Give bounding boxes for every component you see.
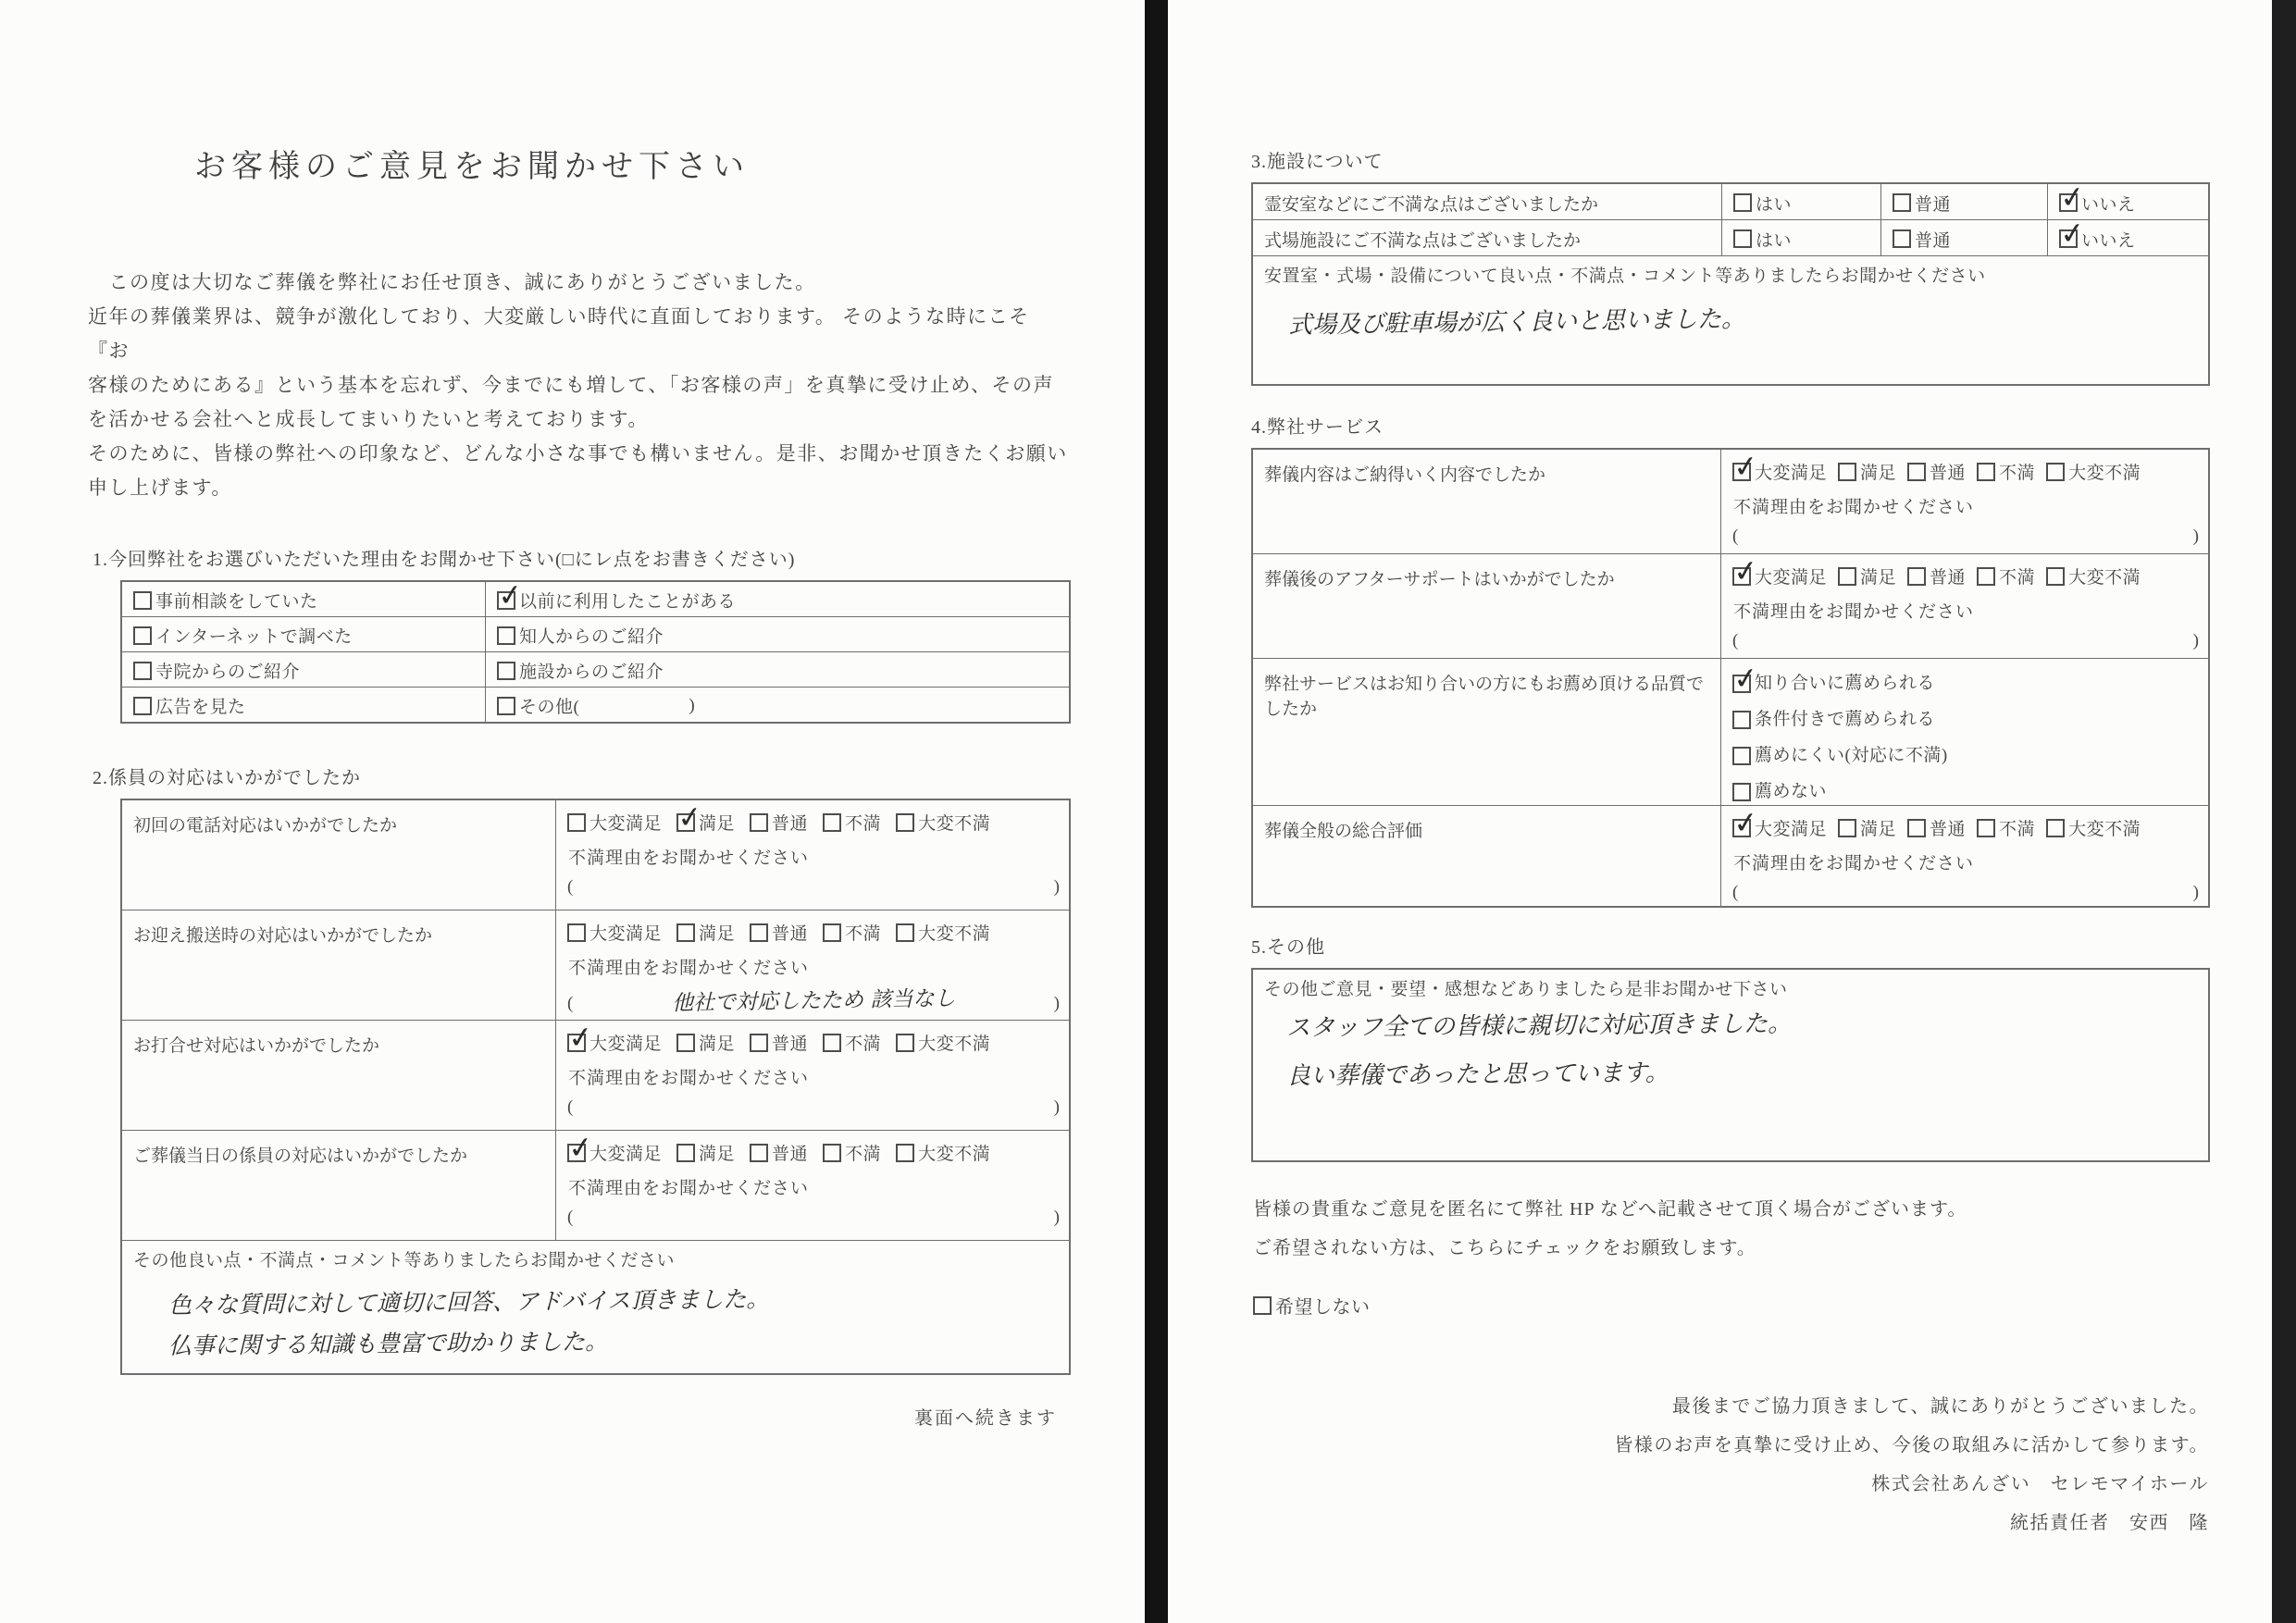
open-paren: (	[567, 1097, 574, 1117]
option-label: いいえ	[2081, 230, 2136, 251]
handwritten-line: 色々な質問に対して適切に回答、アドバイス頂きました。	[168, 1285, 770, 1319]
table-row	[122, 1020, 1069, 1130]
checkbox[interactable]	[750, 1144, 768, 1162]
reason-option[interactable]	[122, 617, 485, 651]
handwritten-comment	[168, 1281, 1060, 1362]
privacy-line: 皆様の貴重なご意見を匿名にて弊社 HP などへ記載させて頂く場合がございます。	[1253, 1199, 1967, 1220]
checkbox[interactable]	[1253, 1296, 1272, 1315]
option-label: 広告を見た	[155, 698, 246, 717]
checkbox[interactable]	[497, 697, 515, 715]
followup-label: 不満理由をお聞かせください	[1733, 602, 1975, 622]
open-paren: (	[1732, 631, 1739, 650]
checkbox[interactable]	[1893, 229, 1911, 248]
survey-page-back	[1168, 0, 2272, 1623]
option-label: 大変不満	[918, 924, 991, 944]
option-label: 施設からのご紹介	[519, 663, 664, 682]
option-label: はい	[1756, 230, 1793, 251]
option-label: 満足	[699, 1145, 736, 1164]
option-label: その他(	[519, 698, 580, 717]
continue-note: 裏面へ続きます	[914, 1408, 1057, 1429]
checkbox[interactable]	[750, 813, 768, 832]
reason-table	[120, 580, 1071, 724]
checkbox[interactable]	[497, 591, 515, 610]
checkbox[interactable]	[676, 923, 695, 942]
option-label: 普通	[1930, 820, 1967, 839]
reason-option-other[interactable]	[485, 688, 1069, 722]
checkbox[interactable]	[1977, 819, 1995, 837]
checkbox[interactable]	[676, 813, 695, 832]
section1-heading: 1.今回弊社をお選びいただいた理由をお聞かせ下さい(□にレ点をお書きください)	[93, 550, 796, 570]
comment-cell[interactable]	[1253, 256, 2208, 338]
option-label: 大変満足	[1755, 464, 1828, 483]
comment-row	[1253, 255, 2208, 384]
rating-options	[567, 920, 1060, 945]
checkbox[interactable]	[1977, 567, 1995, 586]
question-label: 葬儀内容はご納得いく内容でしたか	[1264, 465, 1546, 485]
checkbox[interactable]	[567, 1144, 586, 1162]
comment-label: 安置室・式場・設備について良い点・不満点・コメント等ありましたらお聞かせください	[1264, 266, 1986, 286]
checkbox[interactable]	[567, 813, 586, 832]
followup-label: 不満理由をお聞かせください	[568, 1179, 810, 1198]
checkbox[interactable]	[2046, 463, 2065, 481]
option-label: 普通	[1915, 194, 1952, 215]
checkbox[interactable]	[1838, 819, 1856, 837]
option-label: 普通	[772, 1035, 809, 1054]
checkbox[interactable]	[1733, 229, 1752, 248]
privacy-line: ご希望されない方は、こちらにチェックをお願致します。	[1253, 1238, 1756, 1258]
checkbox[interactable]	[1732, 819, 1751, 837]
close-paren: )	[2192, 883, 2199, 902]
checkbox[interactable]	[896, 1144, 914, 1162]
rating-cell	[555, 1131, 1069, 1240]
followup-label: 不満理由をお聞かせください	[568, 849, 810, 868]
checkbox[interactable]	[1907, 463, 1926, 481]
comment-row	[1253, 970, 2208, 1160]
checkbox[interactable]	[133, 662, 152, 680]
option-label: 不満	[1999, 568, 2036, 588]
question-label: 弊社サービスはお知り合いの方にもお薦め頂ける品質でしたか	[1264, 675, 1705, 719]
section4-heading: 4.弊社サービス	[1251, 417, 1384, 438]
checkbox[interactable]	[823, 813, 841, 832]
rating-options	[1732, 459, 2199, 484]
privacy-note	[1253, 1190, 2272, 1268]
checkbox[interactable]	[1907, 567, 1926, 586]
table-row	[122, 651, 1069, 687]
answer-option[interactable]	[1721, 184, 1880, 219]
checkbox[interactable]	[497, 662, 515, 680]
checkbox[interactable]	[2059, 229, 2078, 248]
option-label: 大変満足	[1755, 820, 1828, 839]
rating-cell	[555, 800, 1069, 910]
rating-options	[567, 1030, 1060, 1055]
table-row	[1253, 219, 2208, 255]
option-label: 大変不満	[2068, 820, 2141, 839]
checkbox[interactable]	[823, 1034, 841, 1052]
rating-options	[1732, 564, 2199, 588]
checkbox[interactable]	[750, 1034, 768, 1052]
checkbox[interactable]	[896, 1034, 914, 1052]
option-label: 大変満足	[590, 814, 663, 834]
option-label: 不満	[845, 1035, 882, 1054]
reason-option[interactable]	[485, 617, 1069, 651]
followup-label: 不満理由をお聞かせください	[1733, 498, 1975, 517]
signature: 統括責任者 安西 隆	[2010, 1512, 2209, 1533]
rating-options	[1732, 815, 2199, 840]
table-row	[1253, 553, 2208, 658]
option-label: 満足	[1860, 820, 1897, 839]
option-label: 満足	[699, 1035, 736, 1054]
page-gutter	[1145, 0, 1168, 1623]
intro-paragraph	[88, 266, 1071, 505]
option-label: いいえ	[2081, 194, 2136, 215]
handwritten-line: 良い葬儀であったと思っています。	[1285, 1059, 1669, 1091]
open-paren: (	[567, 994, 574, 1013]
comment-cell[interactable]	[122, 1241, 1069, 1373]
company-name: 株式会社あんざい セレモマイホール	[1871, 1473, 2209, 1494]
answer-option[interactable]	[1880, 220, 2047, 255]
handwritten-line: 仏事に関する知識も豊富で助かりました。	[168, 1328, 609, 1360]
reason-write-in[interactable]	[567, 1208, 1060, 1228]
option-label: 寺院からのご紹介	[155, 663, 301, 682]
close-paren: )	[1053, 1208, 1060, 1227]
checkbox[interactable]	[896, 813, 914, 832]
option-label: 満足	[699, 814, 736, 834]
closing-line: 皆様のお声を真摯に受け止め、今後の取組みに活かして参ります。	[1614, 1434, 2209, 1456]
option-label: インターネットで調べた	[155, 627, 353, 647]
option-label: 希望しない	[1275, 1297, 1371, 1318]
answer-option[interactable]	[2047, 184, 2208, 219]
option-label: 不満	[845, 1145, 882, 1164]
option-label: 満足	[1860, 464, 1897, 483]
option-label: 不満	[845, 814, 882, 834]
option-label: 大変満足	[1755, 568, 1828, 588]
option-label: 大変不満	[918, 1035, 991, 1054]
reason-write-in[interactable]	[567, 987, 1060, 1014]
checkbox[interactable]	[1732, 675, 1751, 693]
page-title: お客様のご意見をお聞かせ下さい	[194, 150, 750, 184]
close-paren: )	[1053, 1097, 1060, 1117]
reason-write-in[interactable]	[567, 877, 1060, 898]
question-label: 葬儀後のアフターサポートはいかがでしたか	[1264, 570, 1615, 589]
reason-write-in[interactable]	[567, 1097, 1060, 1118]
table-row	[1253, 450, 2208, 553]
rating-cell	[555, 911, 1069, 1020]
checkbox[interactable]	[497, 626, 515, 645]
checkbox[interactable]	[1732, 463, 1751, 481]
checkbox[interactable]	[567, 1034, 586, 1052]
closing-block	[1168, 1387, 2209, 1542]
rating-options	[567, 1140, 1060, 1165]
close-paren: )	[1053, 877, 1060, 897]
reason-option[interactable]	[122, 652, 485, 687]
checkbox[interactable]	[1732, 783, 1751, 801]
option-label: 薦めにくい(対応に不満)	[1755, 746, 1948, 765]
option-label: 大変満足	[590, 924, 663, 944]
followup-label: 不満理由をお聞かせください	[568, 959, 810, 978]
option-label: 条件付きで薦められる	[1755, 710, 1936, 729]
comment-label: その他ご意見・要望・感想などありましたら是非お聞かせ下さい	[1264, 980, 1788, 999]
question-label: お打合せ対応はいかがでしたか	[133, 1036, 380, 1056]
followup-label: 不満理由をお聞かせください	[568, 1069, 810, 1088]
checkbox[interactable]	[2059, 193, 2078, 212]
table-row	[122, 910, 1069, 1020]
answer-option[interactable]	[2047, 220, 2208, 255]
checkbox[interactable]	[676, 1034, 695, 1052]
option-label: 知り合いに薦められる	[1755, 674, 1936, 693]
option-label: 普通	[1930, 464, 1967, 483]
open-paren: (	[567, 1208, 574, 1227]
option-label: 普通	[1930, 568, 1967, 588]
reason-write-in[interactable]	[1732, 631, 2199, 651]
handwritten-answer: 他社で対応したため 該当なし	[671, 986, 956, 1016]
rating-cell	[555, 1021, 1069, 1130]
option-label: 大変満足	[590, 1035, 663, 1054]
section5-heading: 5.その他	[1251, 937, 1325, 958]
question-label: お迎え搬送時の対応はいかがでしたか	[133, 926, 433, 946]
handwritten-line: スタッフ全ての皆様に親切に対応頂きました。	[1285, 1010, 1793, 1043]
checkbox[interactable]	[1893, 193, 1911, 212]
option-label: 満足	[699, 924, 736, 944]
reason-option[interactable]	[485, 582, 1069, 616]
survey-page-front	[0, 0, 1145, 1623]
table-row	[1253, 658, 2208, 805]
answer-option[interactable]	[1880, 184, 2047, 219]
intro-line: 申し上げます。	[88, 477, 232, 499]
option-label: 薦めない	[1755, 782, 1828, 801]
close-paren: )	[2192, 631, 2199, 650]
intro-line: 近年の葬儀業界は、競争が激化しており、大変厳しい時代に直面しております。 そのような時にこそ『お	[88, 305, 1030, 362]
reason-write-in[interactable]	[1732, 527, 2199, 547]
rating-cell	[1720, 806, 2208, 906]
table-row	[1253, 184, 2208, 219]
checkbox[interactable]	[1732, 567, 1751, 586]
option-label: 大変不満	[2068, 568, 2141, 588]
recommend-options	[1720, 659, 2208, 805]
checkbox[interactable]	[1732, 711, 1751, 729]
rating-cell	[1720, 554, 2208, 658]
facility-table	[1251, 182, 2210, 386]
question-label: 初回の電話対応はいかがでしたか	[133, 816, 398, 836]
option-label: 不満	[1999, 464, 2036, 483]
option-label: 大変不満	[2068, 464, 2141, 483]
checkbox[interactable]	[567, 923, 586, 942]
open-paren: (	[1732, 527, 1739, 546]
followup-label: 不満理由をお聞かせください	[1733, 854, 1975, 873]
service-table	[1251, 448, 2210, 908]
question-label: 葬儀全般の総合評価	[1264, 822, 1423, 841]
comment-label: その他良い点・不満点・コメント等ありましたらお聞かせください	[133, 1251, 676, 1270]
checkbox[interactable]	[1907, 819, 1926, 837]
table-row	[122, 616, 1069, 651]
checkbox[interactable]	[1732, 747, 1751, 765]
reason-write-in[interactable]	[1732, 883, 2199, 903]
question-label: 式場施設にご不満な点はございましたか	[1264, 230, 1582, 251]
checkbox[interactable]	[823, 923, 841, 942]
option-label: はい	[1756, 194, 1793, 215]
option-label: 知人からのご紹介	[519, 627, 664, 647]
question-label: 霊安室などにご不満な点はございましたか	[1264, 194, 1599, 215]
option-label: 不満	[845, 924, 882, 944]
intro-line: 客様のためにある』という基本を忘れず、今までにも増して、「お客様の声」を真摯に受け止め、その声	[88, 374, 1055, 396]
table-row	[1253, 805, 2208, 906]
comment-row	[122, 1240, 1069, 1373]
section3-heading: 3.施設について	[1251, 152, 1384, 172]
checkbox[interactable]	[1838, 463, 1856, 481]
checkbox[interactable]	[676, 1144, 695, 1162]
table-row	[122, 1130, 1069, 1240]
reason-option[interactable]	[122, 582, 485, 616]
staff-rating-table	[120, 799, 1071, 1375]
option-label: 普通	[772, 1145, 809, 1164]
rating-cell	[1720, 450, 2208, 553]
option-label: 満足	[1860, 568, 1897, 588]
answer-option[interactable]	[1721, 220, 1880, 255]
table-row	[122, 687, 1069, 722]
checkbox[interactable]	[1977, 463, 1995, 481]
checkbox[interactable]	[896, 923, 914, 942]
checkbox[interactable]	[2046, 819, 2065, 837]
option-label: 不満	[1999, 820, 2036, 839]
intro-line: この度は大切なご葬儀を弊社にお任せ頂き、誠にありがとうございました。	[88, 271, 816, 293]
checkbox[interactable]	[823, 1144, 841, 1162]
question-label: ご葬儀当日の係員の対応はいかがでしたか	[133, 1146, 468, 1166]
reason-option[interactable]	[122, 688, 485, 722]
option-label: 普通	[1915, 230, 1952, 251]
checkbox[interactable]	[750, 923, 768, 942]
handwritten-line: 式場及び駐車場が広く良いと思いました。	[1287, 304, 1746, 340]
section2-heading: 2.係員の対応はいかがでしたか	[93, 768, 361, 788]
intro-line: を活かせる会社へと成長してまいりたいと考えております。	[88, 408, 649, 430]
intro-line: そのために、皆様の弊社への印象など、どんな小さな事でも構いません。是非、お聞かせ頂きたくお願い	[88, 442, 1068, 465]
open-paren: (	[1732, 883, 1739, 902]
checkbox[interactable]	[1838, 567, 1856, 586]
checkbox[interactable]	[2046, 567, 2065, 586]
other-comments-box	[1251, 968, 2210, 1162]
closing-line: 最後までご協力頂きまして、誠にありがとうございました。	[1671, 1395, 2209, 1417]
checkbox[interactable]	[133, 591, 152, 610]
reason-option[interactable]	[485, 652, 1069, 687]
rating-options	[567, 810, 1060, 835]
table-row	[122, 582, 1069, 616]
option-label: 大変満足	[590, 1145, 663, 1164]
option-label: 普通	[772, 924, 809, 944]
comment-cell[interactable]	[1253, 970, 2208, 1100]
option-label: 以前に利用したことがある	[519, 592, 737, 612]
close-paren: )	[1053, 994, 1060, 1013]
optout-option[interactable]	[1253, 1292, 2272, 1320]
open-paren: (	[567, 877, 574, 897]
table-row	[122, 800, 1069, 910]
option-label: 大変不満	[918, 814, 991, 834]
close-paren: )	[689, 695, 695, 715]
option-label: 事前相談をしていた	[155, 592, 318, 612]
option-label: 普通	[772, 814, 809, 834]
option-label: 大変不満	[918, 1145, 991, 1164]
checkbox[interactable]	[1733, 193, 1752, 212]
scan-edge-shadow	[2272, 0, 2296, 1623]
checkbox[interactable]	[133, 697, 152, 715]
checkbox[interactable]	[133, 626, 152, 645]
close-paren: )	[2192, 527, 2199, 546]
